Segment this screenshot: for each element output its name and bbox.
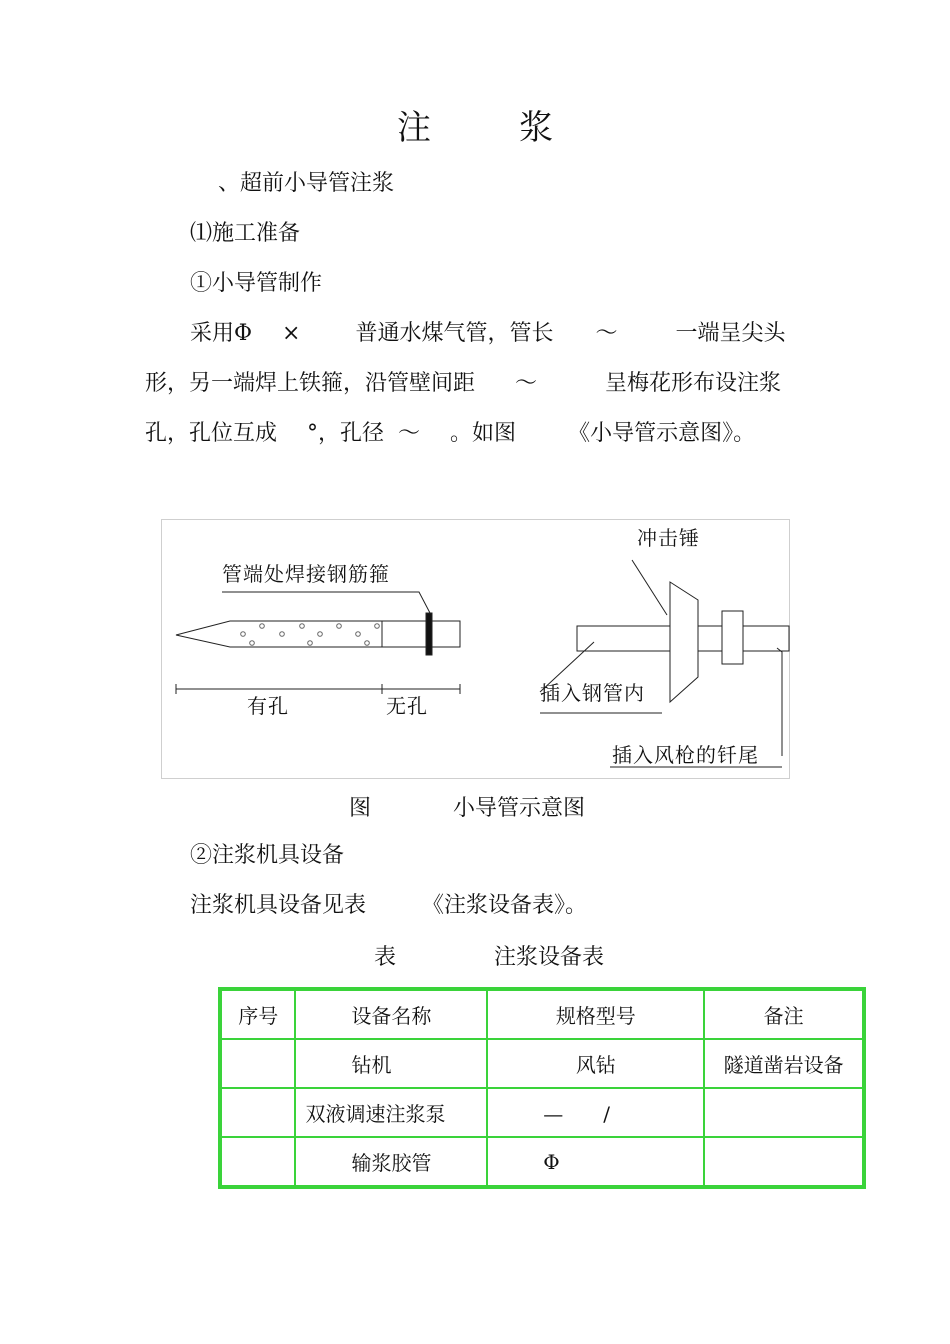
table-cell bbox=[220, 1137, 295, 1187]
small-pipe-figure bbox=[161, 519, 790, 779]
equipment-table bbox=[218, 987, 866, 1189]
hammer-leader-line bbox=[632, 560, 667, 615]
table-cell: 双液调速注浆泵 bbox=[295, 1088, 487, 1137]
subsection-heading: ⑴施工准备 bbox=[190, 221, 301, 246]
header-index: 序号 bbox=[220, 989, 295, 1039]
table-row bbox=[220, 1039, 864, 1088]
rod-collar bbox=[722, 611, 743, 664]
table-caption: 表 注浆设备表 bbox=[374, 945, 605, 970]
label-weld-hoop: 管端处焊接钢筋箍 bbox=[222, 562, 390, 586]
table-cell: 隧道凿岩设备 bbox=[704, 1039, 864, 1088]
table-row bbox=[220, 1137, 864, 1187]
table-cell: 钻机 bbox=[295, 1039, 487, 1088]
table-cell bbox=[704, 1137, 864, 1187]
paragraph-line-3: 孔，孔位互成 °，孔径 ～ 。如图 《小导管示意图》。 bbox=[145, 421, 756, 446]
label-holes: 有孔 bbox=[247, 694, 289, 718]
step2-heading: ②注浆机具设备 bbox=[190, 843, 345, 868]
table-cell: Φ bbox=[487, 1137, 704, 1187]
header-remark: 备注 bbox=[704, 989, 864, 1039]
section-heading: 、超前小导管注浆 bbox=[218, 171, 395, 196]
table-cell bbox=[220, 1088, 295, 1137]
title-char-1: 注 bbox=[397, 108, 431, 148]
figure-caption: 图 小导管示意图 bbox=[349, 796, 586, 821]
table-cell bbox=[220, 1039, 295, 1088]
equipment-reference: 注浆机具设备见表 《注浆设备表》。 bbox=[190, 893, 588, 918]
paragraph-line-2: 形，另一端焊上铁箍，沿管壁间距 ～ 呈梅花形布设注浆 bbox=[145, 371, 782, 396]
table-row bbox=[220, 1088, 864, 1137]
header-name: 设备名称 bbox=[295, 989, 487, 1039]
table-cell: 输浆胶管 bbox=[295, 1137, 487, 1187]
label-no-holes: 无孔 bbox=[386, 694, 428, 718]
page-title bbox=[0, 100, 950, 149]
label-insert-gun: 插入风枪的钎尾 bbox=[612, 743, 759, 767]
label-hammer: 冲击锤 bbox=[637, 526, 700, 550]
table-cell bbox=[704, 1088, 864, 1137]
impact-hammer bbox=[670, 582, 698, 702]
label-insert-pipe: 插入钢管内 bbox=[540, 681, 645, 705]
table-header-row bbox=[220, 989, 864, 1039]
paragraph-line-1: 采用Φ × 普通水煤气管，管长 ～ 一端呈尖头 bbox=[190, 321, 786, 346]
steel-hoop bbox=[426, 613, 432, 655]
table-cell: 风钻 bbox=[487, 1039, 704, 1088]
header-model: 规格型号 bbox=[487, 989, 704, 1039]
insert-gun-leader-line bbox=[777, 648, 782, 756]
table-cell: — / bbox=[487, 1088, 704, 1137]
title-char-2: 浆 bbox=[519, 108, 553, 148]
step1-heading: ①小导管制作 bbox=[190, 271, 323, 296]
weld-leader-line bbox=[222, 592, 430, 613]
